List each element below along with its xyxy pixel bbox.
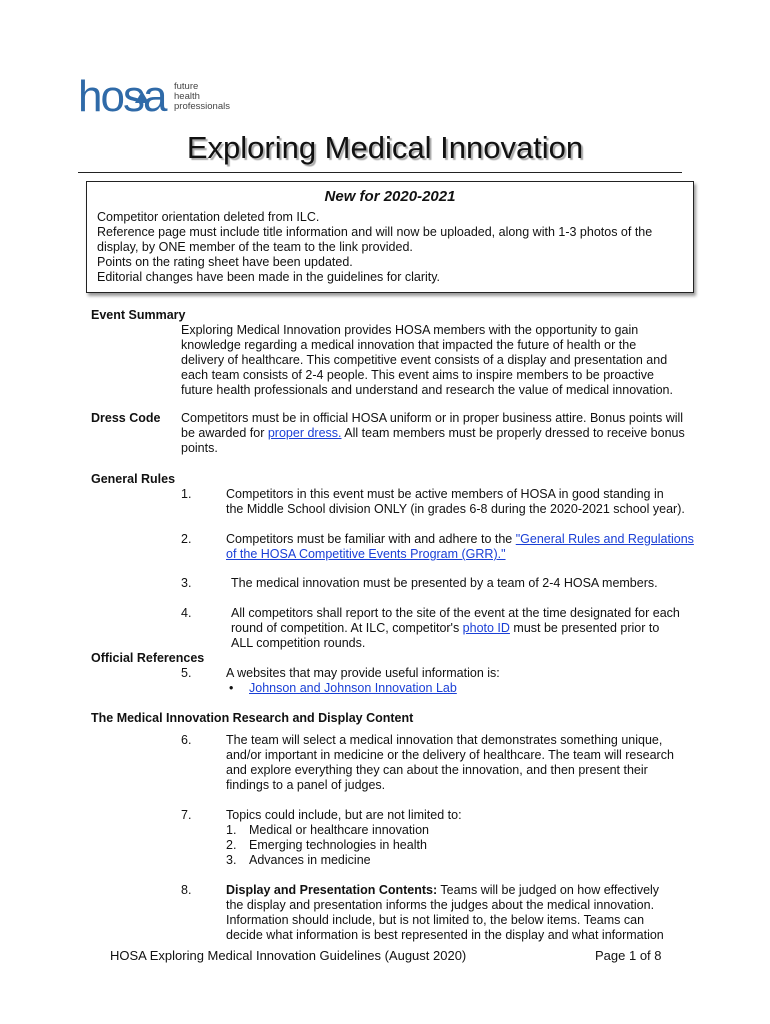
grr-link[interactable]: "General Rules and Regulations: [515, 532, 694, 546]
new-for-line: Reference page must include title information and will now be uploaded, along with 1-3 photos of the: [97, 225, 653, 239]
list-text: Emerging technologies in health: [249, 838, 427, 852]
rule-line: All competitors shall report to the site of the event at the time designated for each: [231, 606, 680, 620]
rule-line: Competitors in this event must be active members of HOSA in good standing in: [226, 487, 664, 501]
dress-code-line: [181, 426, 685, 441]
logo-tagline-line: professionals: [174, 101, 230, 112]
event-summary-heading: Event Summary: [91, 308, 186, 322]
rule-6-text: [226, 733, 674, 793]
event-summary-body: [181, 323, 673, 398]
list-item: [226, 853, 429, 868]
official-references-heading: Official References: [91, 651, 205, 665]
dress-code-body: [181, 411, 685, 456]
rule-number: 4.: [181, 606, 192, 620]
proper-dress-link[interactable]: proper dress.: [267, 426, 342, 440]
rule-number: 1.: [181, 487, 192, 501]
list-text: Medical or healthcare innovation: [249, 823, 429, 837]
rule-number: 3.: [181, 576, 192, 590]
rule-line: [226, 547, 694, 562]
display-contents-label: Display and Presentation Contents:: [226, 883, 438, 897]
dress-code-line: Competitors must be in official HOSA uniform or in proper business attire. Bonus points will: [181, 411, 684, 425]
list-number: 1.: [226, 823, 237, 837]
dress-code-text: All team members must be properly dressed to receive bonus: [341, 426, 685, 440]
rule-2-text: [226, 532, 694, 562]
event-summary-line: future health professionals and understand and research the value of medical innovation.: [181, 383, 673, 397]
list-number: 3.: [226, 853, 237, 867]
rule-5-text: A websites that may provide useful information is:: [226, 666, 500, 680]
general-rules-heading: General Rules: [91, 472, 176, 486]
rule-text: Teams will be judged on how effectively: [437, 883, 660, 897]
new-for-box: [86, 181, 694, 293]
logo-wordmark: hosa: [78, 72, 166, 121]
rule-3-text: The medical innovation must be presented by a team of 2-4 HOSA members.: [231, 576, 658, 590]
logo-tagline-line: health: [174, 91, 200, 102]
logo-triangle-icon: [135, 91, 149, 103]
new-for-line: Competitor orientation deleted from ILC.: [97, 210, 320, 224]
research-heading: The Medical Innovation Research and Display Content: [91, 711, 414, 725]
rule-line: the display and presentation informs the judges about the medical innovation.: [226, 898, 655, 912]
rule-number: 8.: [181, 883, 192, 897]
topic-list: [226, 823, 429, 868]
event-summary-line: Exploring Medical Innovation provides HOSA members with the opportunity to gain: [181, 323, 639, 337]
event-summary-line: knowledge regarding a medical innovation that impacted the future of health or the: [181, 338, 637, 352]
dress-code-text: be awarded for: [181, 426, 268, 440]
rule-number: 7.: [181, 808, 192, 822]
rule-7-intro: Topics could include, but are not limited to:: [226, 808, 462, 822]
logo-tagline-line: future: [174, 81, 199, 92]
logo-tagline: [174, 82, 230, 112]
rule-line: [226, 532, 694, 547]
rule-text: Competitors must be familiar with and adhere to the: [226, 532, 516, 546]
list-number: 2.: [226, 838, 237, 852]
rule-text: round of competition. At ILC, competitor's: [231, 621, 463, 635]
rule-number: 6.: [181, 733, 192, 747]
rule-number: 5.: [181, 666, 192, 680]
jnj-innovation-lab-link[interactable]: Johnson and Johnson Innovation Lab: [249, 681, 457, 695]
footer-title: HOSA Exploring Medical Innovation Guidelines (August 2020): [110, 948, 467, 963]
grr-link[interactable]: of the HOSA Competitive Events Program (GRR).": [226, 547, 506, 561]
rule-line: Information should include, but is not limited to, the below items. Teams can: [226, 913, 645, 927]
new-for-line: Editorial changes have been made in the guidelines for clarity.: [97, 270, 441, 284]
new-for-heading: New for 2020-2021: [324, 188, 456, 205]
rule-line: The team will select a medical innovation that demonstrates something unique,: [226, 733, 663, 747]
list-text: Advances in medicine: [249, 853, 371, 867]
rule-line: decide what information is best represented in the display and what information: [226, 928, 664, 942]
rule-line: the Middle School division ONLY (in grades 6-8 during the 2020-2021 school year).: [226, 502, 685, 516]
title-divider: [78, 172, 682, 173]
rule-8-text: [226, 883, 664, 943]
page-number: Page 1 of 8: [595, 948, 662, 963]
new-for-line: display, by ONE member of the team to the link provided.: [97, 240, 413, 254]
rule-line: [231, 621, 680, 636]
dress-code-line: points.: [181, 441, 218, 455]
page-title: Exploring Medical Innovation: [186, 130, 584, 165]
rule-4-text: [231, 606, 680, 651]
new-for-list: [97, 210, 652, 285]
event-summary-line: delivery of healthcare. This competitive event consists of a display and presentation and: [181, 353, 668, 367]
list-item: [226, 838, 429, 853]
rule-line: ALL competition rounds.: [231, 636, 366, 650]
event-summary-line: each team consists of 2-4 people. This event aims to inspire members to be proactive: [181, 368, 654, 382]
bullet-icon: •: [229, 681, 234, 695]
rule-line: findings to a panel of judges.: [226, 778, 386, 792]
list-item: [226, 823, 429, 838]
rule-1-text: [226, 487, 685, 517]
rule-line: and/or important in medicine or the delivery of healthcare. The team will research: [226, 748, 674, 762]
hosa-logo: [78, 68, 238, 120]
new-for-line: Points on the rating sheet have been updated.: [97, 255, 353, 269]
photo-id-link[interactable]: photo ID: [462, 621, 510, 635]
rule-line: and explore everything they can about the innovation, and then present their: [226, 763, 648, 777]
dress-code-heading: Dress Code: [91, 411, 161, 425]
rule-line: [226, 883, 664, 898]
rule-text: must be presented prior to: [509, 621, 660, 635]
rule-number: 2.: [181, 532, 192, 546]
